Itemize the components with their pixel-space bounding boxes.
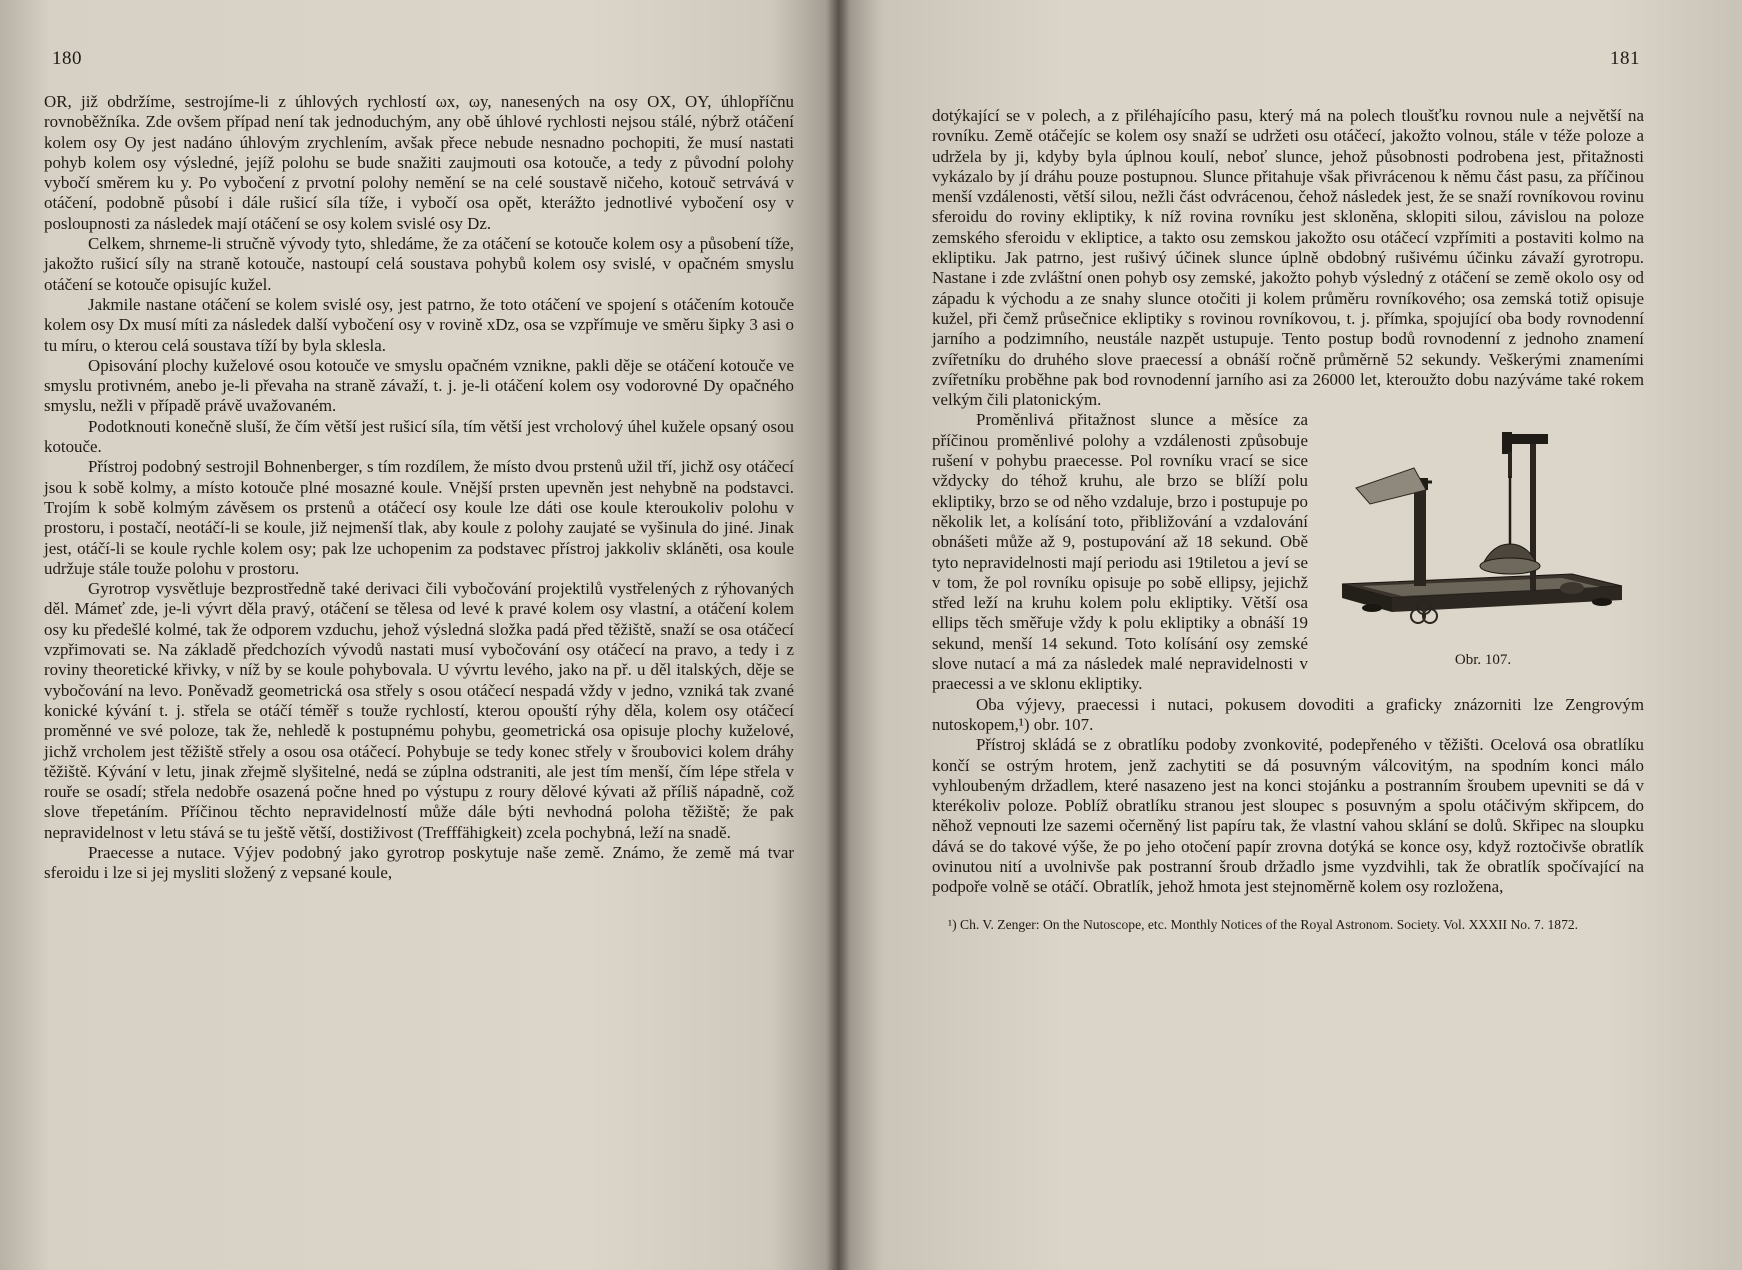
paragraph: Oba výjevy, praecessi i nutaci, pokusem dovoditi a graficky znázorniti lze Zengrovým nutoskopem,¹) obr. 107. xyxy=(932,694,1644,734)
paragraph: dotýkající se v polech, a z přiléhajícího pasu, který má na polech tloušťku rovnou nule a největší na rovníku. Země otáčejíc se kolem osy snaží se udržeti osu otáčecí, jakožto volnou, stále v téže poloze a udržela by ji, kdyby byla úplnou koulí, neboť slunce, jehož působnosti podrobena jest, přitažnosti vykázalo by jí dráhu pouze postupnou. Slunce přitahuje však přivrácenou k němu část pasu, za příčinou menší vzdálenosti, větší silou, nežli část odvrácenou, čehož následek jest, že se snaží rovníkovou rovinu sferoidu do roviny ekliptiky, k níž rovina rovníku jest skloněna, sklopiti silou, závislou na poloze zemského sferoidu v ekliptice, a takto osu zemskou jakožto osu otáčecí vzpřímiti a postaviti kolmo na ekliptiku. Jak patrno, jest rušivý účinek slunce úplně obdobný rušivému účinku závaží gyrotropu. Nastane i zde zvláštní onen pohyb osy zemské, jakožto pohyb výsledný z otáčení se země okolo osy od západu k východu a ze snahy slunce otočiti ji kolem průměru rovníkového; osa zemská totiž opisuje kužel, při čemž průsečnice ekliptiky s rovinou rovníkovou, t. j. přímka, spojující oba body rovnodenní jarního a podzimního, neustále nazpět ustupuje. Tento postup bodů rovnodenní z jednoho znamení zvířetníku do druhého slove praecessí a obnáší ročně průměrně 52 sekundy. Veškerými znameními zvířetníku proběhne pak bod rovnodenní jarního asi za 26000 let, kteroužto dobu nazýváme také rokem velkým čili platonickým. xyxy=(932,106,1644,410)
right-page xyxy=(838,0,1742,1270)
paragraph: Opisování plochy kuželové osou kotouče ve smyslu opačném vznikne, pakli děje se otáčení kotouče ve smyslu protivném, anebo je-li převaha na straně závaží, t. j. je-li otáčení kolem osy vodorovné Dy opačného smyslu, nežli v případě právě uvažovaném. xyxy=(44,355,794,416)
left-page-body xyxy=(44,92,794,884)
paragraph: Podotknouti konečně sluší, že čím větší jest rušicí síla, tím větší jest vrcholový úhel kužele opsaný osou kotouče. xyxy=(44,416,794,457)
paragraph: Celkem, shrneme-li stručně vývody tyto, shledáme, že za otáčení se kotouče kolem osy a působení tíže, jakožto rušicí síly na straně kotouče, nastoupí celá soustava pohybů kolem osy svislé, v opačném smyslu otáčení se kotouče opisujíc kužel. xyxy=(44,234,794,294)
paragraph: Jakmile nastane otáčení se kolem svislé osy, jest patrno, že toto otáčení ve spojení s otáčením kotouče kolem osy Dx musí míti za následek další vybočení osy v rovině xDz, osa se vzpřímuje ve směru šipky 3 asi o tu míru, o kterou celá soustava tíží by byla sklesla. xyxy=(44,294,794,355)
nutoscope-illustration xyxy=(1322,416,1644,646)
footnote: ¹) Ch. V. Zenger: On the Nutoscope, etc. Monthly Notices of the Royal Astronom. Society. Vol. XXXII No. 7. 1872. xyxy=(948,916,1579,932)
left-page xyxy=(0,0,838,1270)
paragraph: Proměnlivá přitažnost slunce a měsíce za příčinou proměnlivé polohy a vzdálenosti způsobuje rušení v pohybu praecesse. Pol rovníku vrací se sice vždycky do téhož kruhu, ale brzo se blíží polu ekliptiky, brzo se od něho vzdaluje, brzo i postupuje po několik let, a kolísání toto, přibližování a vzdalování obnášeti může až 9, postupování až 18 sekund. Obě tyto nepravidelnosti mají periodu asi 19tiletou a jeví se v tom, že pol rovníku opisuje po sobě ellipsy, jejichž střed leží na kruhu kolem polu ekliptiky. Větší osa ellips těch směřuje vždy k polu ekliptiky a obnáší 19 sekund, menší 14 sekund. Toto kolísání osy zemské slove nutací a má za následek malé nepravidelnosti v praecessi a ve sklonu ekliptiky. xyxy=(932,410,1308,694)
paragraph: Praecesse a nutace. Výjev podobný jako gyrotrop poskytuje naše země. Známo, že země má tvar sferoidu i lze si jej mysliti složený z vepsané koule, xyxy=(44,842,794,883)
page-number-left: 180 xyxy=(52,48,82,69)
paragraph: Přístroj skládá se z obratlíku podoby zvonkovité, podepřeného v těžišti. Ocelová osa obratlíku končí se ostrým hrotem, jenž zachytiti se dá posuvným válcovitým, na spodním konci málo vyhloubeným držadlem, které nasazeno jest na konci stojánku a postranním šroubem upevniti se dá v kterékoliv poloze. Poblíž obratlíku stranou jest sloupec s posuvným a spolu otáčivým skřipcem, do něhož vepnouti lze sazemi očerněný list papíru tak, že vlastní vahou sklání se dolů. Skřipec na sloupku dává se do takové výše, že po jeho otočení papír zrovna dotýká se konce osy, když roztočivše obratlík ovinutou nití a uvolnivše pak postranní šroub držadlo jsme vyzdvihli, tak že obratlík spočívající na podpoře volně se otáčí. Obratlík, jehož hmota jest stejnoměrně kolem osy rozložena, xyxy=(932,735,1644,897)
paragraph: Přístroj podobný sestrojil Bohnenberger, s tím rozdílem, že místo dvou prstenů užil tří, jichž osy otáčecí jsou k sobě kolmy, a místo kotouče plné mosazné koule. Vnější prsten upevněn jest nehybně na podstavci. Trojím k sobě kolmým závěsem os prstenů a otáčecí osy koule lze dáti ose koule kteroukoliv polohu v prostoru, i postačí, neotáčí-li se koule, již nejmenší tlak, aby koule z polohy zaujaté se vyšinula do jiné. Jinak jest, otáčí-li se koule rychle kolem osy; pak lze uchopenim za podstavec přístroj jakkoliv skláněti, osa koule udržuje stále touže polohu v prostoru. xyxy=(44,457,794,578)
right-page-body xyxy=(932,106,1644,898)
paragraph: OR, již obdržíme, sestrojíme-li z úhlových rychlostí ωx, ωy, nanesených na osy OX, OY, úhlopříčnu rovnoběžníka. Zde ovšem případ není tak jednoduchým, any obě úhlové rychlosti nejsou stálé, nýbrž otáčení kolem osy Oy jest nadáno úhlovým zrychlením, avšak přece nebude nesnadno pochopiti, že musí nastati pohyb kolem osy výsledné, jejíž polohu se bude snažiti zaujmouti osa kotouče, a tedy z původní polohy vybočí směrem ku y. Po vybočení z prvotní polohy nemění se na celé soustavě ničeho, kotouč setrvává v otáčení, podobně působí i dále rušicí síla tíže, i vybočí osa opět, kterážto jednotlivé vybočení osy v posloupnosti za následek mají otáčení se osy kolem svislé osy Dz. xyxy=(44,92,794,233)
nutoscope-figure xyxy=(1322,416,1644,670)
page-number-right: 181 xyxy=(1610,48,1640,69)
book-gutter xyxy=(826,0,850,1270)
paragraph: Gyrotrop vysvětluje bezprostředně také derivaci čili vybočování projektilů vystřelených z rýhovaných děl. Mámeť zde, je-li vývrt děla pravý, otáčení se tělesa od levé k pravé kolem osy vlastní, a otáčení kolem osy ku předešlé kolmé, tak že odporem vzduchu, jehož výsledná složka padá před těžiště, snaží se osa otáčecí vzpřimovati se. Na základě předchozích vývodů nastati musí vybočování osy otáčecí na pravo, a tedy i z roviny theoretické křivky, v níž by se koule pohybovala. U vývrtu levého, jako na př. u děl italských, děje se vybočování na levo. Poněvadž geometrická osa střely s osou otáčecí nespadá vždy v jedno, vzniká tak zvané konické kývání t. j. střela se otáčí téměř s touže rychlostí, kterou opouští rýhy děla, kolem osy otáčecí proměnné ve své poloze, tak že, nehledě k postupnému pohybu, geometrická osa opisuje plochy kuželové, jichž vrcholem jest těžiště střely a osou osa otáčecí. Pohybuje se tedy konec střely v šroubovici kolem dráhy těžiště. Kývání v letu, jinak zřejmě slyšitelné, nedá se zúplna odstraniti, ale jest tím menší, čím lépe střela v rouře se osadí; střela nedobře osazená počne hned po výstupu z roury dělové kývati až příliš nápadně, což slove třepetáním. Příčinou těchto nepravidelností může dále býti nevhodná poloha těžiště; že pak nepravidelnost v letu stává se tu ještě větší, dostiživost (Trefffähigkeit) zcela pochybná, leží na snadě. xyxy=(44,579,794,842)
figure-caption: Obr. 107. xyxy=(1454,652,1512,669)
